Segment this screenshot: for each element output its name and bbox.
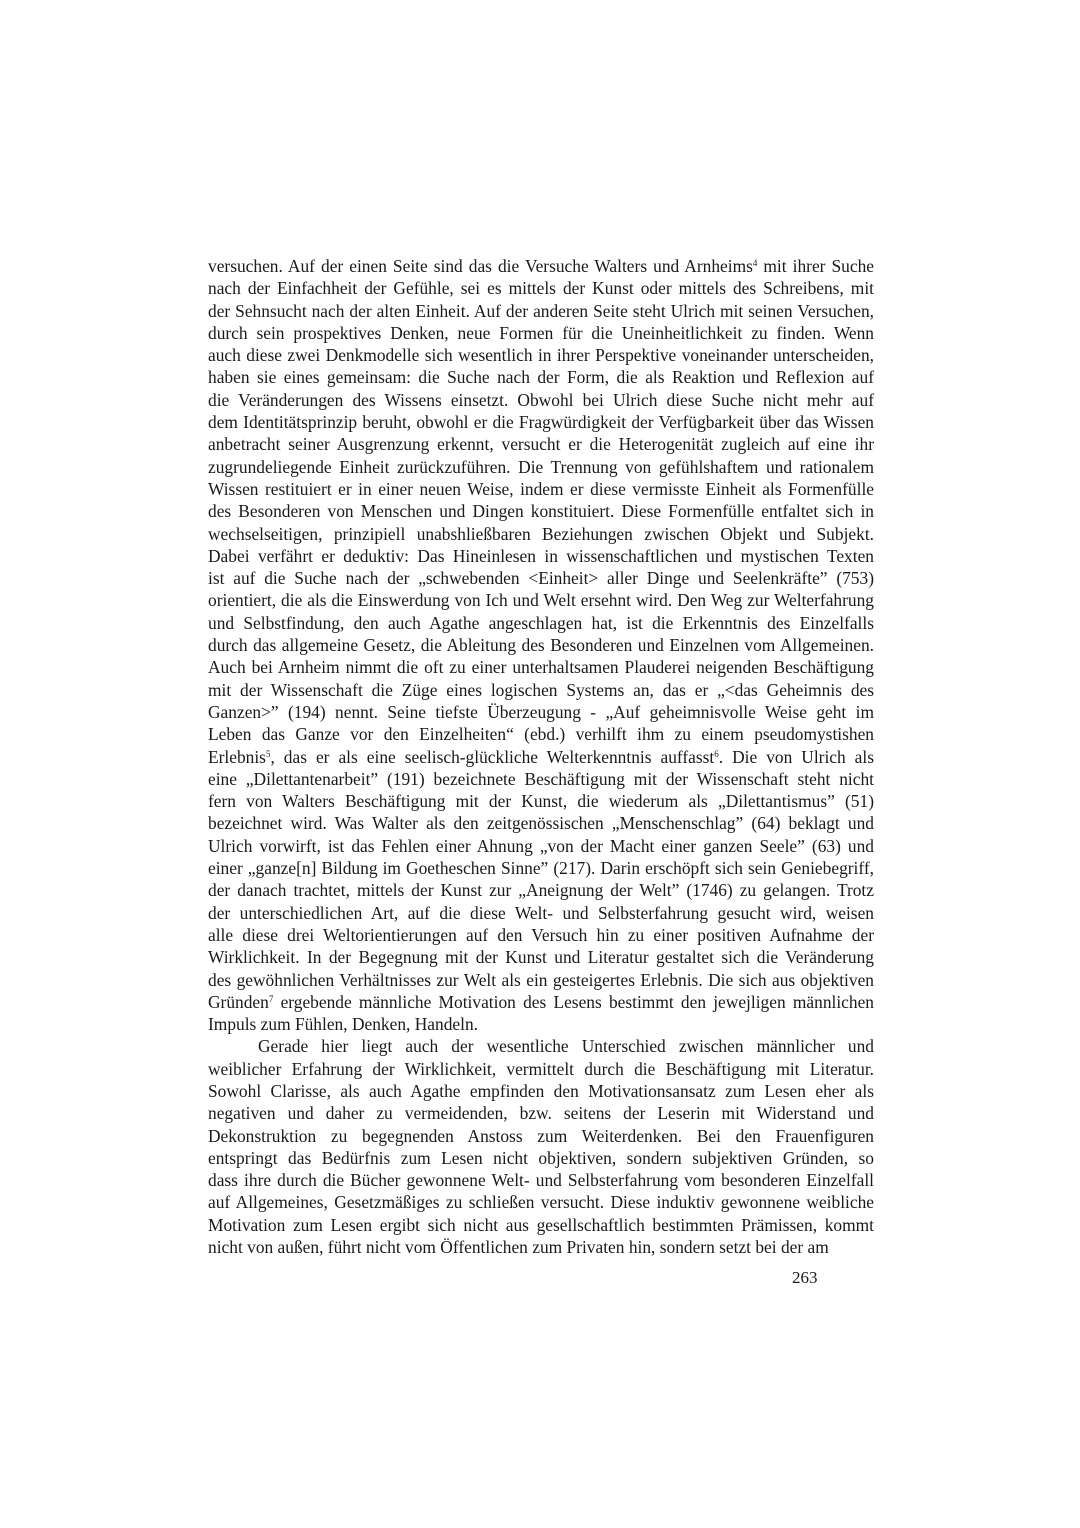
text-segment: Wirklichkeit. In der Begegnung mit der Kunst und Literatur gestaltet sich die Veränderung xyxy=(208,947,874,968)
text-line xyxy=(208,500,874,522)
text-segment: dem Identitätsprinzip beruht, obwohl er die Fragwürdigkeit der Verfügbarkeit über das Wissen xyxy=(208,412,874,433)
text-segment: der danach trachtet, mittels der Kunst zur „Aneignung der Welt” (1746) zu gelangen. Trotz xyxy=(208,880,874,901)
text-segment: Auch bei Arnheim nimmt die oft zu einer unterhaltsamen Plauderei neigenden Beschäftigung xyxy=(208,657,874,678)
text-segment: anbetracht seiner Ausgrenzung erkennt, versucht er die Heterogenität zugleich auf eine ihr xyxy=(208,434,874,455)
text-segment: negativen und daher zu vermeidenden, bzw. seitens der Leserin mit Widerstand und xyxy=(208,1103,874,1124)
text-line xyxy=(208,790,874,812)
text-line xyxy=(208,523,874,545)
text-line xyxy=(208,969,874,991)
text-line xyxy=(208,1058,874,1080)
text-segment: der Sehnsucht nach der alten Einheit. Auf der anderen Seite steht Ulrich mit seinen Versuchen, xyxy=(208,300,874,321)
text-line xyxy=(208,589,874,611)
text-line xyxy=(208,344,874,366)
footnote-marker: 6 xyxy=(714,748,719,759)
text-line xyxy=(208,1147,874,1169)
footnote-marker: 7 xyxy=(268,993,274,1004)
text-line xyxy=(208,277,874,299)
text-line xyxy=(208,946,874,968)
text-segment: Leben das Ganze vor den Einzelheiten“ (ebd.) verhilft ihm zu einem pseudomystishen xyxy=(208,724,874,745)
text-line xyxy=(208,1102,874,1124)
text-segment: Ganzen>” (194) nennt. Seine tiefste Überzeugung - „Auf geheimnisvolle Weise geht im xyxy=(208,701,874,722)
text-line xyxy=(208,322,874,344)
text-segment: dass ihre durch die Bücher gewonnene Welt- und Selbsterfahrung vom besonderen Einzelfall xyxy=(208,1170,874,1191)
text-segment: eine „Dilettantenarbeit” (191) bezeichnete Beschäftigung mit der Wissenschaft steht nicht xyxy=(208,768,874,789)
text-segment: ist auf die Suche nach der „schwebenden <Einheit> aller Dinge und Seelenkräfte” (753) xyxy=(208,568,874,589)
text-segment: ergebende männliche Motivation des Lesens bestimmt den jewejligen männlichen xyxy=(273,991,874,1012)
text-line xyxy=(208,456,874,478)
text-line xyxy=(208,656,874,678)
text-line xyxy=(208,768,874,790)
text-line xyxy=(208,1035,874,1057)
text-line xyxy=(208,1169,874,1191)
text-segment: . Die von Ulrich als xyxy=(718,746,874,767)
text-segment: orientiert, die als die Einswerdung von Ich und Welt ersehnt wird. Den Weg zur Welterfahrung xyxy=(208,590,874,611)
text-line xyxy=(208,634,874,656)
text-segment: des gewöhnlichen Verhältnisses zur Welt als ein gesteigertes Erlebnis. Die sich aus objektiven xyxy=(208,969,874,990)
text-segment: Wissen restituiert er in einer neuen Weise, indem er diese vermisste Einheit als Formenfülle xyxy=(208,478,874,499)
text-line xyxy=(208,545,874,567)
text-segment: Impuls zum Fühlen, Denken, Handeln. xyxy=(208,1014,478,1035)
text-line xyxy=(208,746,874,768)
text-segment: mit der Wissenschaft die Züge eines logischen Systems an, das er „<das Geheimnis des xyxy=(208,679,874,700)
text-line xyxy=(208,1080,874,1102)
text-segment: Gerade hier liegt auch der wesentliche Unterschied zwischen männlicher und xyxy=(258,1036,874,1057)
text-line xyxy=(208,433,874,455)
footnote-marker: 4 xyxy=(752,258,758,268)
text-segment: Dekonstruktion zu begegnenden Anstoss zum Weiterdenken. Bei den Frauenfiguren xyxy=(208,1125,874,1146)
text-line xyxy=(208,1125,874,1147)
text-line xyxy=(208,1013,874,1035)
text-line xyxy=(208,857,874,879)
text-line xyxy=(208,389,874,411)
text-segment: auch diese zwei Denkmodelle sich wesentlich in ihrer Perspektive voneinander unterscheiden, xyxy=(208,345,874,366)
text-segment: fern von Walters Beschäftigung mit der Kunst, die wiederum als „Dilettantismus” (51) xyxy=(208,791,874,812)
text-line xyxy=(208,1236,874,1258)
text-line xyxy=(208,902,874,924)
text-segment: auf Allgemeines, Gesetzmäßiges zu schließen versucht. Diese induktiv gewonnene weibliche xyxy=(208,1192,874,1213)
text-segment: zugrundeliegende Einheit zurückzuführen. Die Trennung von gefühlshaftem und rationalem xyxy=(208,456,874,477)
text-segment: entspringt das Bedürfnis zum Lesen nicht objektiven, sondern subjektiven Gründen, so xyxy=(208,1147,874,1168)
text-segment: der unterschiedlichen Art, auf die diese Welt- und Selbsterfahrung gesucht wird, weisen xyxy=(208,902,874,923)
text-segment: einer „ganze[n] Bildung im Goetheschen Sinne” (217). Darin erschöpft sich sein Geniebegriff, xyxy=(208,858,874,879)
text-segment: durch das allgemeine Gesetz, die Ableitung des Besonderen und Einzelnen vom Allgemeinen. xyxy=(208,635,874,656)
text-line xyxy=(208,991,874,1013)
text-segment: Ulrich vorwirft, ist das Fehlen einer Ahnung „von der Macht einer ganzen Seele” (63) und xyxy=(208,835,874,856)
text-segment: Gründen xyxy=(208,991,269,1012)
text-segment: weiblicher Erfahrung der Wirklichkeit, vermittelt durch die Beschäftigung mit Literatur. xyxy=(208,1058,874,1079)
footnote-marker: 5 xyxy=(265,748,271,759)
text-segment: die Veränderungen des Wissens einsetzt. Obwohl bei Ulrich diese Suche nicht mehr auf xyxy=(208,389,874,410)
text-segment: und Selbstfindung, den auch Agathe angeschlagen hat, ist die Erkenntnis des Einzelfalls xyxy=(208,612,874,633)
text-line xyxy=(208,567,874,589)
text-segment: alle diese drei Weltorientierungen auf den Versuch hin zu einer positiven Aufnahme der xyxy=(208,924,874,945)
text-segment: , das er als eine seelisch-glückliche Welterkenntnis auffasst xyxy=(270,746,715,767)
text-line xyxy=(208,723,874,745)
text-line xyxy=(208,879,874,901)
text-line xyxy=(208,478,874,500)
text-line xyxy=(208,835,874,857)
text-line xyxy=(208,1214,874,1236)
text-line xyxy=(208,701,874,723)
text-line xyxy=(208,366,874,388)
text-segment: durch sein prospektives Denken, neue Formen für die Uneinheitlichkeit zu finden. Wenn xyxy=(208,322,874,343)
text-segment: haben sie eines gemeinsam: die Suche nach der Form, die als Reaktion und Reflexion auf xyxy=(208,367,874,388)
text-segment: wechselseitigen, prinzipiell unabshließbaren Beziehungen zwischen Objekt und Subjekt. xyxy=(208,523,874,544)
text-segment: Erlebnis xyxy=(208,746,266,767)
text-line xyxy=(208,679,874,701)
text-line xyxy=(208,300,874,322)
text-line xyxy=(208,1191,874,1213)
page-number: 263 xyxy=(792,1268,818,1287)
text-segment: des Besonderen von Menschen und Dingen konstituiert. Diese Formenfülle entfaltet sich in xyxy=(208,501,874,522)
text-segment: nicht von außen, führt nicht vom Öffentlichen zum Privaten hin, sondern setzt bei der am xyxy=(208,1237,829,1258)
text-segment: mit ihrer Suche xyxy=(757,256,874,276)
text-segment: Dabei verfährt er deduktiv: Das Hineinlesen in wissenschaftlichen und mystischen Texten xyxy=(208,545,874,566)
text-segment: versuchen. Auf der einen Seite sind das die Versuche Walters und Arnheims xyxy=(208,256,753,276)
text-segment: Motivation zum Lesen ergibt sich nicht aus gesellschaftlich bestimmten Prämissen, kommt xyxy=(208,1214,874,1235)
text-segment: Sowohl Clarisse, als auch Agathe empfinden den Motivationsansatz zum Lesen eher als xyxy=(208,1080,874,1101)
body-text xyxy=(208,255,874,1258)
text-line xyxy=(208,924,874,946)
text-line xyxy=(208,812,874,834)
text-line xyxy=(208,255,874,277)
text-segment: nach der Einfachheit der Gefühle, sei es mittels der Kunst oder mittels des Schreibens, mit xyxy=(208,278,874,299)
text-line xyxy=(208,411,874,433)
text-line xyxy=(208,612,874,634)
text-segment: bezeichnet wird. Was Walter als den zeitgenössischen „Menschenschlag” (64) beklagt und xyxy=(208,813,874,834)
